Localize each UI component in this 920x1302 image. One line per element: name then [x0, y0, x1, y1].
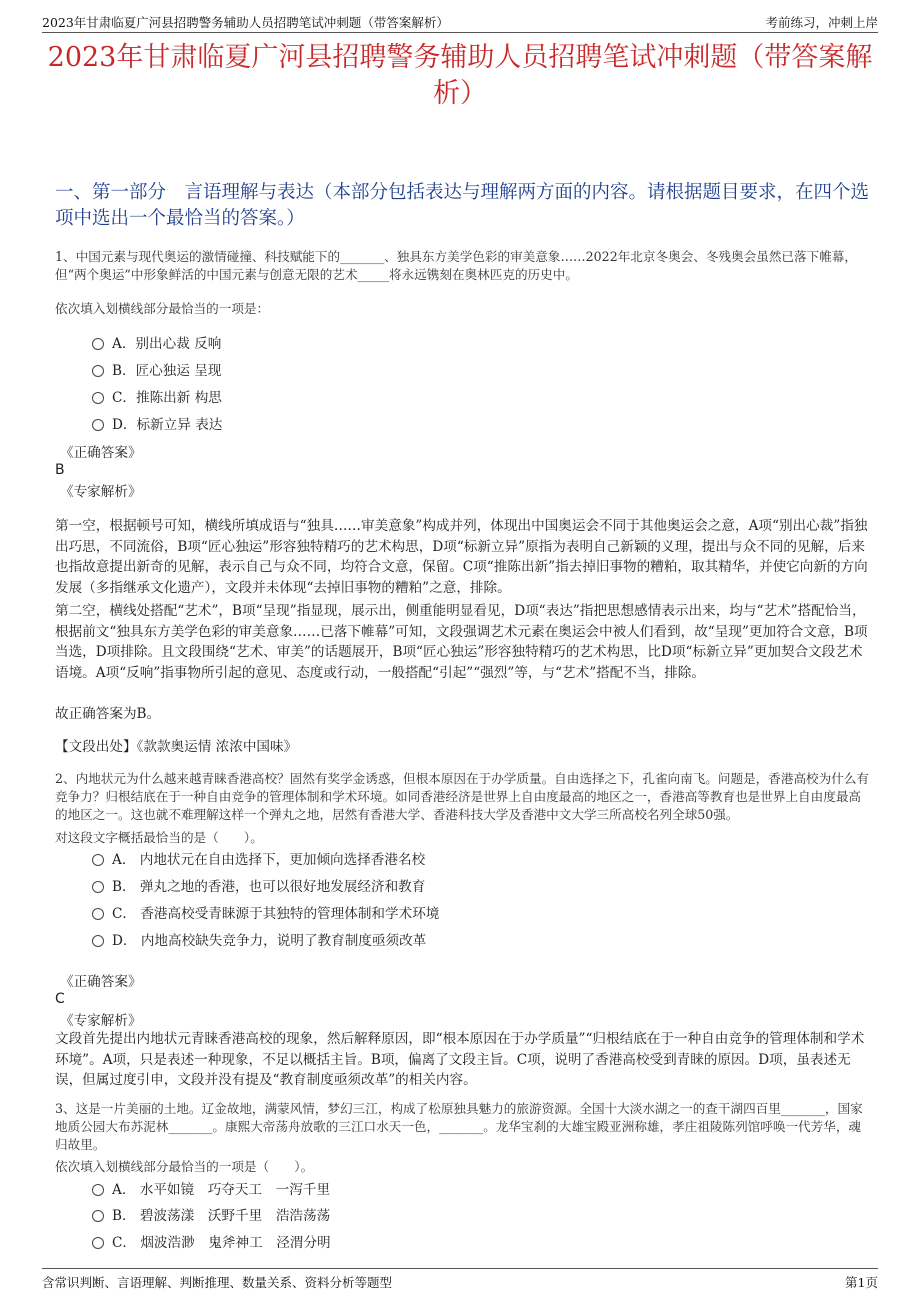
radio-icon[interactable] [92, 365, 104, 377]
q3-option-c[interactable]: C． 烟波浩渺 鬼斧神工 泾渭分明 [92, 1233, 331, 1253]
q2-option-b[interactable]: B． 弹丸之地的香港，也可以很好地发展经济和教育 [92, 877, 425, 897]
q3-option-a[interactable]: A． 水平如镜 巧夺天工 一泻千里 [92, 1180, 330, 1200]
page-footer [42, 1268, 878, 1291]
radio-icon[interactable] [92, 908, 104, 920]
document-title: 2023年甘肃临夏广河县招聘警务辅助人员招聘笔试冲刺题（带答案解析） [47, 42, 873, 109]
radio-icon[interactable] [92, 854, 104, 866]
radio-icon[interactable] [92, 1210, 104, 1222]
q1-answer-label: 《正确答案》 [60, 445, 142, 461]
footer-note: 含常识判断、言语理解、判断推理、数量关系、资料分析等题型 [42, 1275, 393, 1290]
radio-icon[interactable] [92, 881, 104, 893]
q2-option-c[interactable]: C． 香港高校受青睐源于其独特的管理体制和学术环境 [92, 904, 439, 924]
q3-stem: 3、这是一片美丽的土地。辽金故地，满蒙风情，梦幻三江，构成了松原独具魅力的旅游资源。全国十大淡水湖之一的查干湖四百里_______，国家地质公园大布苏泥林_______。康熙大帝荡舟放歌的三江口水天一色，_______。龙华宝刹的大雄宝殿亚洲称雄，孝庄祖陵陈列馆呼唤一代芳华，魂归故里。 [55, 1101, 863, 1152]
radio-icon[interactable] [92, 1237, 104, 1249]
q1-option-c[interactable]: C．推陈出新 构思 [92, 388, 222, 408]
q2-analysis: 文段首先提出内地状元青睐香港高校的现象，然后解释原因，即“根本原因在于办学质量”“归根结底在于一种自由竞争的管理体制和学术环境”。A项，只是表述一种现象，不足以概括主旨。B项，偏离了文段主旨。C项，说明了香港高校受到青睐的原因。D项，虽表述无误，但属过度引申，文段并没有提及“教育制度亟须改革”的相关内容。 [55, 1031, 865, 1088]
q3-option-b[interactable]: B． 碧波荡漾 沃野千里 浩浩荡荡 [92, 1206, 330, 1226]
q1-option-a[interactable]: A．别出心裁 反响 [92, 334, 221, 354]
radio-icon[interactable] [92, 1184, 104, 1196]
radio-icon[interactable] [92, 338, 104, 350]
q1-analysis-paragraph-2: 第二空，横线处搭配“艺术”，B项“呈现”指显现，展示出，侧重能明显看见，D项“表达”指把思想感情表示出来，均与“艺术”搭配恰当，根据前文“独具东方美学色彩的审美意象……已落下帷幕”可知，文段强调艺术元素在奥运会中被人们看到，故“呈现”更加符合文意，B项当选，D项排除。且文段围绕“艺术、审美”的话题展开，B项“匠心独运”形容独特精巧的艺术构思，比D项“标新立异”更加契合文段艺术语境。A项“反响”指事物所引起的意见、态度或行动，一般搭配“引起”“强烈”等，与“艺术”搭配不当，排除。 [55, 603, 868, 681]
header-slogan: 考前练习，冲刺上岸 [765, 15, 878, 30]
section-heading: 一、第一部分 言语理解与表达（本部分包括表达与理解两方面的内容。请根据题目要求，在四个选项中选出一个最恰当的答案。） [55, 182, 870, 229]
page-header [42, 10, 878, 33]
header-doc-title: 2023年甘肃临夏广河县招聘警务辅助人员招聘笔试冲刺题（带答案解析） [42, 15, 449, 30]
q2-option-d[interactable]: D． 内地高校缺失竞争力，说明了教育制度亟须改革 [92, 931, 426, 951]
radio-icon[interactable] [92, 392, 104, 404]
q1-analysis-label: 《专家解析》 [60, 484, 142, 500]
q1-source: 【文段出处】《款款奥运情 浓浓中国味》 [55, 739, 298, 755]
q1-answer: B [55, 462, 65, 478]
q2-prompt: 对这段文字概括最恰当的是（ ）。 [55, 830, 263, 845]
q1-option-b[interactable]: B．匠心独运 呈现 [92, 361, 221, 381]
q2-answer-label: 《正确答案》 [60, 974, 142, 990]
q3-prompt: 依次填入划横线部分最恰当的一项是（ ）。 [55, 1159, 314, 1174]
q2-analysis-label: 《专家解析》 [60, 1013, 142, 1029]
q2-answer: C [55, 991, 65, 1007]
q1-prompt: 依次填入划横线部分最恰当的一项是： [55, 301, 270, 316]
q1-stem: 1、中国元素与现代奥运的激情碰撞、科技赋能下的_______、独具东方美学色彩的审美意象……2022年北京冬奥会、冬残奥会虽然已落下帷幕，但“两个奥运”中形象鲜活的中国元素与创意无限的艺术_____将永远镌刻在奥林匹克的历史中。 [55, 249, 857, 282]
radio-icon[interactable] [92, 419, 104, 431]
q2-option-a[interactable]: A． 内地状元在自由选择下，更加倾向选择香港名校 [92, 850, 425, 870]
q2-stem: 2、内地状元为什么越来越青睐香港高校？固然有奖学金诱惑，但根本原因在于办学质量。自由选择之下，孔雀向南飞。问题是，香港高校为什么有竞争力？归根结底在于一种自由竞争的管理体制和学术环境。如同香港经济是世界上自由度最高的地区之一，香港高等教育也是世界上自由度最高的地区之一。这也就不难理解这样一个弹丸之地，居然有香港大学、香港科技大学及香港中文大学三所高校名列全球50强。 [55, 771, 870, 822]
q1-option-d[interactable]: D．标新立异 表达 [92, 415, 222, 435]
page-number: 第1页 [845, 1275, 878, 1290]
q1-analysis-paragraph-1: 第一空，根据顿号可知，横线所填成语与“独具……审美意象”构成并列，体现出中国奥运会不同于其他奥运会之意，A项“别出心裁”指独出巧思，不同流俗，B项“匠心独运”形容独特精巧的艺术构思，D项“标新立异”原指为表明自己新颖的义理，提出与众不同的见解，后来也指故意提出新奇的见解，表示自己与众不同，均符合文意，保留。C项“推陈出新”指去掉旧事物的糟粕，取其精华，并使它向新的方向发展（多指继承文化遗产），文段并未体现“去掉旧事物的糟粕”之意，排除。 [55, 518, 868, 596]
radio-icon[interactable] [92, 935, 104, 947]
q1-conclusion: 故正确答案为B。 [55, 706, 161, 722]
